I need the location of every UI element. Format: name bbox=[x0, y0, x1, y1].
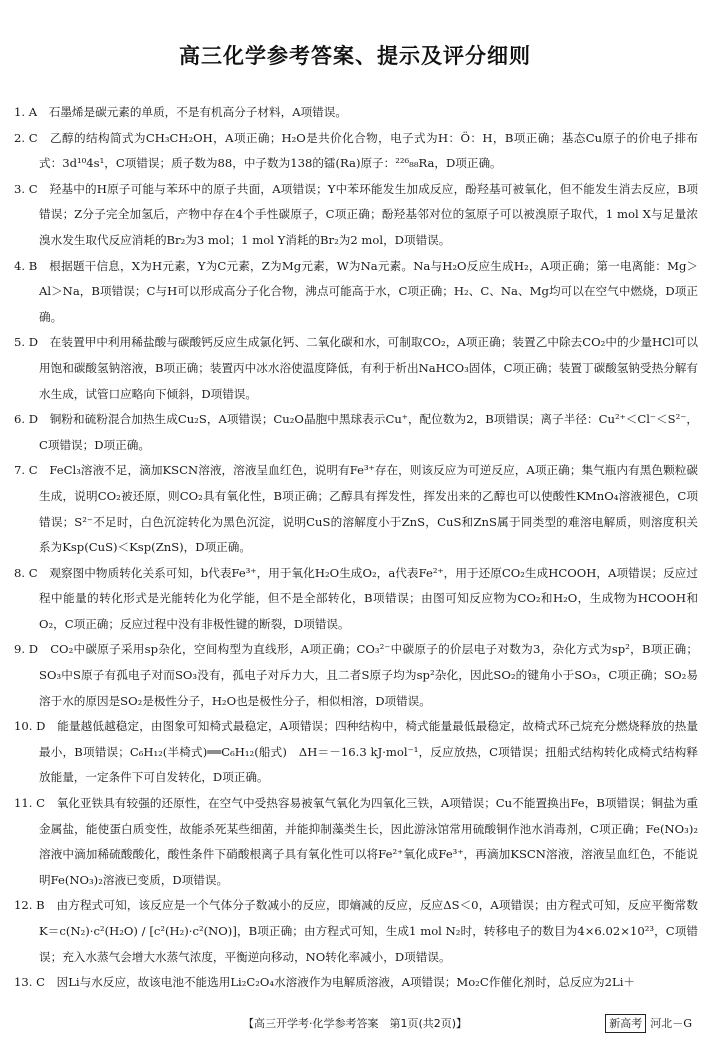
answer-item-4 bbox=[14, 254, 698, 331]
answer-number: 2. C bbox=[14, 130, 38, 145]
answer-text: 氧化亚铁具有较强的还原性，在空气中受热容易被氧气氧化为四氧化三铁，A项错误；Cu不能置换出Fe，B项错误；铜盐为重金属盐，能使蛋白质变性，故能杀死某些细菌，并能抑制藻类生长，因此游泳馆常用硫酸铜作池水消毒剂，C项正确；Fe(NO₃)₂溶液中滴加稀硫酸酸化，酸性条件下硝酸根离子具有氧化性可以将Fe²⁺氧化成Fe³⁺，再滴加KSCN溶液，溶液呈血红色，不能说明Fe(NO₃)₂溶液已变质，D项错误。 bbox=[39, 796, 698, 887]
answer-text: 能量越低越稳定，由图象可知椅式最稳定，A项错误；四种结构中，椅式能量最低最稳定，故椅式环己烷充分燃烧释放的热量最小，B项错误；C₆H₁₂(半椅式)══C₆H₁₂(船式) ΔH＝－16.3 kJ·mol⁻¹，反应放热，C项错误；扭船式结构转化成椅式结构释放能量，一定条件下可自发转化，D项正确。 bbox=[39, 719, 698, 785]
answer-number: 3. C bbox=[14, 181, 38, 196]
answer-text: 根据题干信息，X为H元素，Y为C元素，Z为Mg元素，W为Na元素。Na与H₂O反应生成H₂，A项正确；第一电离能：Mg＞Al＞Na，B项错误；C与H可以形成高分子化合物，沸点可能高于水，C项正确；H₂、C、Na、Mg均可以在空气中燃烧，D项正确。 bbox=[39, 258, 698, 324]
answer-item-9 bbox=[14, 637, 698, 714]
answer-text: 因Li与水反应，故该电池不能选用Li₂C₂O₄水溶液作为电解质溶液，A项错误；Mo₂C作催化剂时，总反应为2Li＋ bbox=[56, 975, 636, 990]
answer-item-12 bbox=[14, 893, 698, 970]
answer-number: 13. C bbox=[14, 975, 45, 990]
exam-type-badge: 新高考 bbox=[605, 1014, 646, 1033]
answer-text: FeCl₃溶液不足，滴加KSCN溶液，溶液呈血红色，说明有Fe³⁺存在，则该反应为可逆反应，A项正确；集气瓶内有黑色颗粒碳生成，说明CO₂被还原，则CO₂具有氧化性，B项正确；乙醇具有挥发性，挥发出来的乙醇也可以使酸性KMnO₄溶液褪色，C项错误；S²⁻不足时，白色沉淀转化为黑色沉淀，说明CuS的溶解度小于ZnS，CuS和ZnS属于同类型的难溶电解质，则溶度积关系为Ksp(CuS)＜Ksp(ZnS)，D项正确。 bbox=[39, 463, 698, 555]
answer-list bbox=[14, 100, 698, 996]
answer-text: 乙醇的结构简式为CH₃CH₂OH，A项正确；H₂O是共价化合物，电子式为H：Ö：H，B项正确；基态Cu原子的价电子排布式：3d¹⁰4s¹，C项错误；质子数为88，中子数为138的镭(Ra)原子：²²⁶₈₈Ra，D项正确。 bbox=[39, 130, 698, 171]
answer-number: 12. B bbox=[14, 898, 45, 913]
answer-number: 11. C bbox=[14, 796, 45, 811]
answer-text: 石墨烯是碳元素的单质，不是有机高分子材料，A项错误。 bbox=[48, 105, 347, 119]
answer-text: CO₂中碳原子采用sp杂化，空间构型为直线形，A项正确；CO₃²⁻中碳原子的价层电子对数为3，杂化方式为sp²，B项正确；SO₃中S原子有孤电子对而SO₃没有，孤电子对斥力大，且二者S原子均为sp²杂化，因此SO₂的键角小于SO₃，C项正确；SO₂易溶于水的原因是SO₂是极性分子，H₂O也是极性分子，相似相溶，D项错误。 bbox=[39, 642, 698, 708]
answer-number: 5. D bbox=[14, 335, 39, 350]
answer-number: 10. D bbox=[14, 719, 46, 734]
answer-item-11 bbox=[14, 791, 698, 893]
answer-text: 羟基中的H原子可能与苯环中的原子共面，A项错误；Y中苯环能发生加成反应，酚羟基可被氧化，但不能发生消去反应，B项错误；Z分子完全加氢后，产物中存在4个手性碳原子，C项正确；酚羟基邻对位的氢原子可以被溴原子取代，1 mol X与足量浓溴水发生取代反应消耗的Br₂为3 mol；1 mol Y消耗的Br₂为2 mol，D项错误。 bbox=[39, 181, 698, 247]
answer-item-5 bbox=[14, 330, 698, 407]
answer-number: 6. D bbox=[14, 412, 39, 427]
answer-number: 7. C bbox=[14, 463, 38, 478]
page-title: 高三化学参考答案、提示及评分细则 bbox=[179, 44, 531, 68]
answer-text: 在装置甲中利用稀盐酸与碳酸钙反应生成氯化钙、二氧化碳和水，可制取CO₂，A项正确；装置乙中除去CO₂中的少量HCl可以用饱和碳酸氢钠溶液，B项正确；装置丙中冰水浴使温度降低，有利于析出NaHCO₃固体，C项正确；装置丁碳酸氢钠受热分解有水生成，试管口应略向下倾斜，D项错误。 bbox=[39, 335, 698, 401]
answer-item-7 bbox=[14, 458, 698, 560]
answer-text: 观察图中物质转化关系可知，b代表Fe³⁺，用于氧化H₂O生成O₂，a代表Fe²⁺，用于还原CO₂生成HCOOH，A项错误；反应过程中能量的转化形式是光能转化为化学能，但不是全部转化，B项错误；由图可知反应物为CO₂和H₂O，生成物为HCOOH和O₂，C项正确；反应过程中没有非极性键的断裂，D项错误。 bbox=[39, 565, 698, 631]
answer-number: 9. D bbox=[14, 642, 39, 657]
answer-text: 铜粉和硫粉混合加热生成Cu₂S，A项错误；Cu₂O晶胞中黑球表示Cu⁺，配位数为2，B项错误；离子半径：Cu²⁺＜Cl⁻＜S²⁻，C项错误；D项正确。 bbox=[39, 412, 698, 452]
answer-item-13 bbox=[14, 970, 698, 996]
answer-item-10 bbox=[14, 714, 698, 791]
answer-item-2 bbox=[14, 126, 698, 177]
answer-number: 1. A bbox=[14, 105, 38, 119]
answer-text: 由方程式可知，该反应是一个气体分子数减小的反应，即熵减的反应，反应ΔS＜0，A项错误；由方程式可知，反应平衡常数K＝c(N₂)·c²(H₂O) / [c²(H₂)·c²(NO)]，B项正确；由方程式可知，生成1 mol N₂时，转移电子的数目为4×6.02×10²³，C项错误；充入水蒸气会增大水蒸气浓度，平衡逆向移动，NO转化率减小，D项错误。 bbox=[39, 898, 698, 964]
footer-page-info: 【高三开学考·化学参考答案 第1页(共2页)】 bbox=[242, 1017, 468, 1030]
answer-item-1 bbox=[14, 100, 698, 126]
footer-badge-group bbox=[605, 1013, 692, 1035]
answer-item-8 bbox=[14, 561, 698, 638]
answer-number: 8. C bbox=[14, 565, 38, 580]
region-code: 河北－G bbox=[650, 1017, 692, 1030]
answer-item-3 bbox=[14, 177, 698, 254]
answer-item-6 bbox=[14, 407, 698, 458]
answer-number: 4. B bbox=[14, 258, 38, 273]
page-footer bbox=[0, 1013, 710, 1035]
